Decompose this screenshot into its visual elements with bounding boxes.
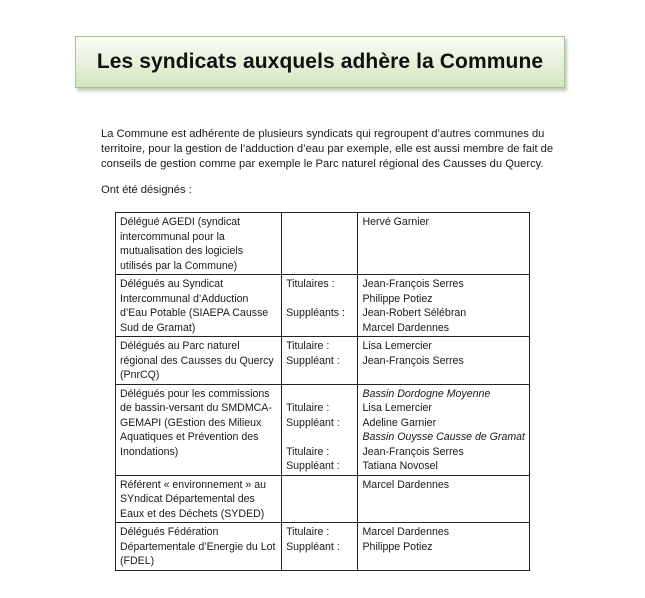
table-row: [116, 475, 530, 523]
role-label: Suppléant :: [286, 354, 340, 367]
names-cell: [358, 523, 530, 571]
person-name: Philippe Potiez: [362, 540, 433, 553]
intro-paragraph: La Commune est adhérente de plusieurs syndicats qui regroupent d’autres communes du territoire, pour la gestion de l’adduction d’eau par exemple, elle est aussi membre de fait de conseils de gestion comme par exemple le Parc naturel régional des Causses du Quercy.: [101, 128, 554, 170]
organization-cell: Délégués Fédération Départementale d’Energie du Lot (FDEL): [116, 523, 282, 571]
role-label: [286, 387, 353, 402]
title-banner: [75, 36, 565, 88]
role-label: [286, 215, 353, 230]
role-label: Suppléant :: [286, 540, 340, 553]
names-cell: [358, 384, 530, 475]
names-cell: [358, 337, 530, 385]
table-row: [116, 337, 530, 385]
role-label: Titulaire :: [286, 445, 330, 458]
organization-cell: Délégués pour les commissions de bassin-versant du SMDMCA-GEMAPI (GEstion des Milieux Aquatiques et Prévention des Inondations): [116, 384, 282, 475]
names-cell: [358, 275, 530, 337]
table-row: [116, 275, 530, 337]
person-name: Jean-Robert Sélébran: [362, 307, 467, 319]
role-label: [286, 292, 353, 307]
organization-cell: Délégué AGEDI (syndicat intercommunal pour la mutualisation des logiciels utilisés par la Commune): [116, 213, 282, 275]
role-cell: [282, 384, 358, 475]
names-cell: [358, 475, 530, 523]
page-title: Les syndicats auxquels adhère la Commune: [96, 50, 544, 73]
role-label: Titulaire :: [286, 340, 330, 352]
names-cell: [358, 213, 530, 275]
role-label: Suppléant :: [286, 416, 340, 429]
role-label: Titulaire :: [286, 526, 330, 538]
table-row: [116, 213, 530, 275]
syndicates-table: [115, 212, 530, 571]
person-name: Tatiana Novosel: [362, 460, 438, 472]
role-label: Suppléant :: [286, 460, 340, 472]
role-cell: [282, 523, 358, 571]
person-name: Marcel Dardennes: [362, 478, 450, 491]
person-name: Marcel Dardennes: [362, 321, 450, 334]
basin-heading: Bassin Ouysse Causse de Gramat: [362, 431, 525, 443]
person-name: Jean-François Serres: [362, 445, 464, 458]
role-cell: [282, 475, 358, 523]
role-cell: [282, 275, 358, 337]
organization-cell: Délégués au Syndicat Intercommunal d’Adduction d’Eau Potable (SIAEPA Causse Sud de Gramat): [116, 275, 282, 337]
role-cell: [282, 213, 358, 275]
table-row: [116, 523, 530, 571]
basin-heading: Bassin Dordogne Moyenne: [362, 387, 491, 400]
person-name: Lisa Lemercier: [362, 402, 432, 414]
role-label: Titulaires :: [286, 278, 335, 290]
person-name: Philippe Potiez: [362, 292, 433, 305]
designes-label: Ont été désignés :: [101, 184, 192, 196]
role-cell: [282, 337, 358, 385]
role-label: [286, 430, 353, 445]
person-name: Hervé Garnier: [362, 216, 430, 228]
role-label: [286, 321, 353, 336]
person-name: Adeline Garnier: [362, 416, 437, 429]
person-name: Marcel Dardennes: [362, 526, 450, 538]
person-name: Lisa Lemercier: [362, 340, 432, 352]
role-label: Titulaire :: [286, 402, 330, 414]
organization-cell: Délégués au Parc naturel régional des Causses du Quercy (PnrCQ): [116, 337, 282, 385]
person-name: Jean-François Serres: [362, 354, 464, 367]
role-label: Suppléants :: [286, 307, 345, 319]
organization-cell: Référent « environnement » au SYndicat Départemental des Eaux et des Déchets (SYDED): [116, 475, 282, 523]
role-label: [286, 478, 353, 493]
table-row: [116, 384, 530, 475]
person-name: Jean-François Serres: [362, 278, 464, 290]
